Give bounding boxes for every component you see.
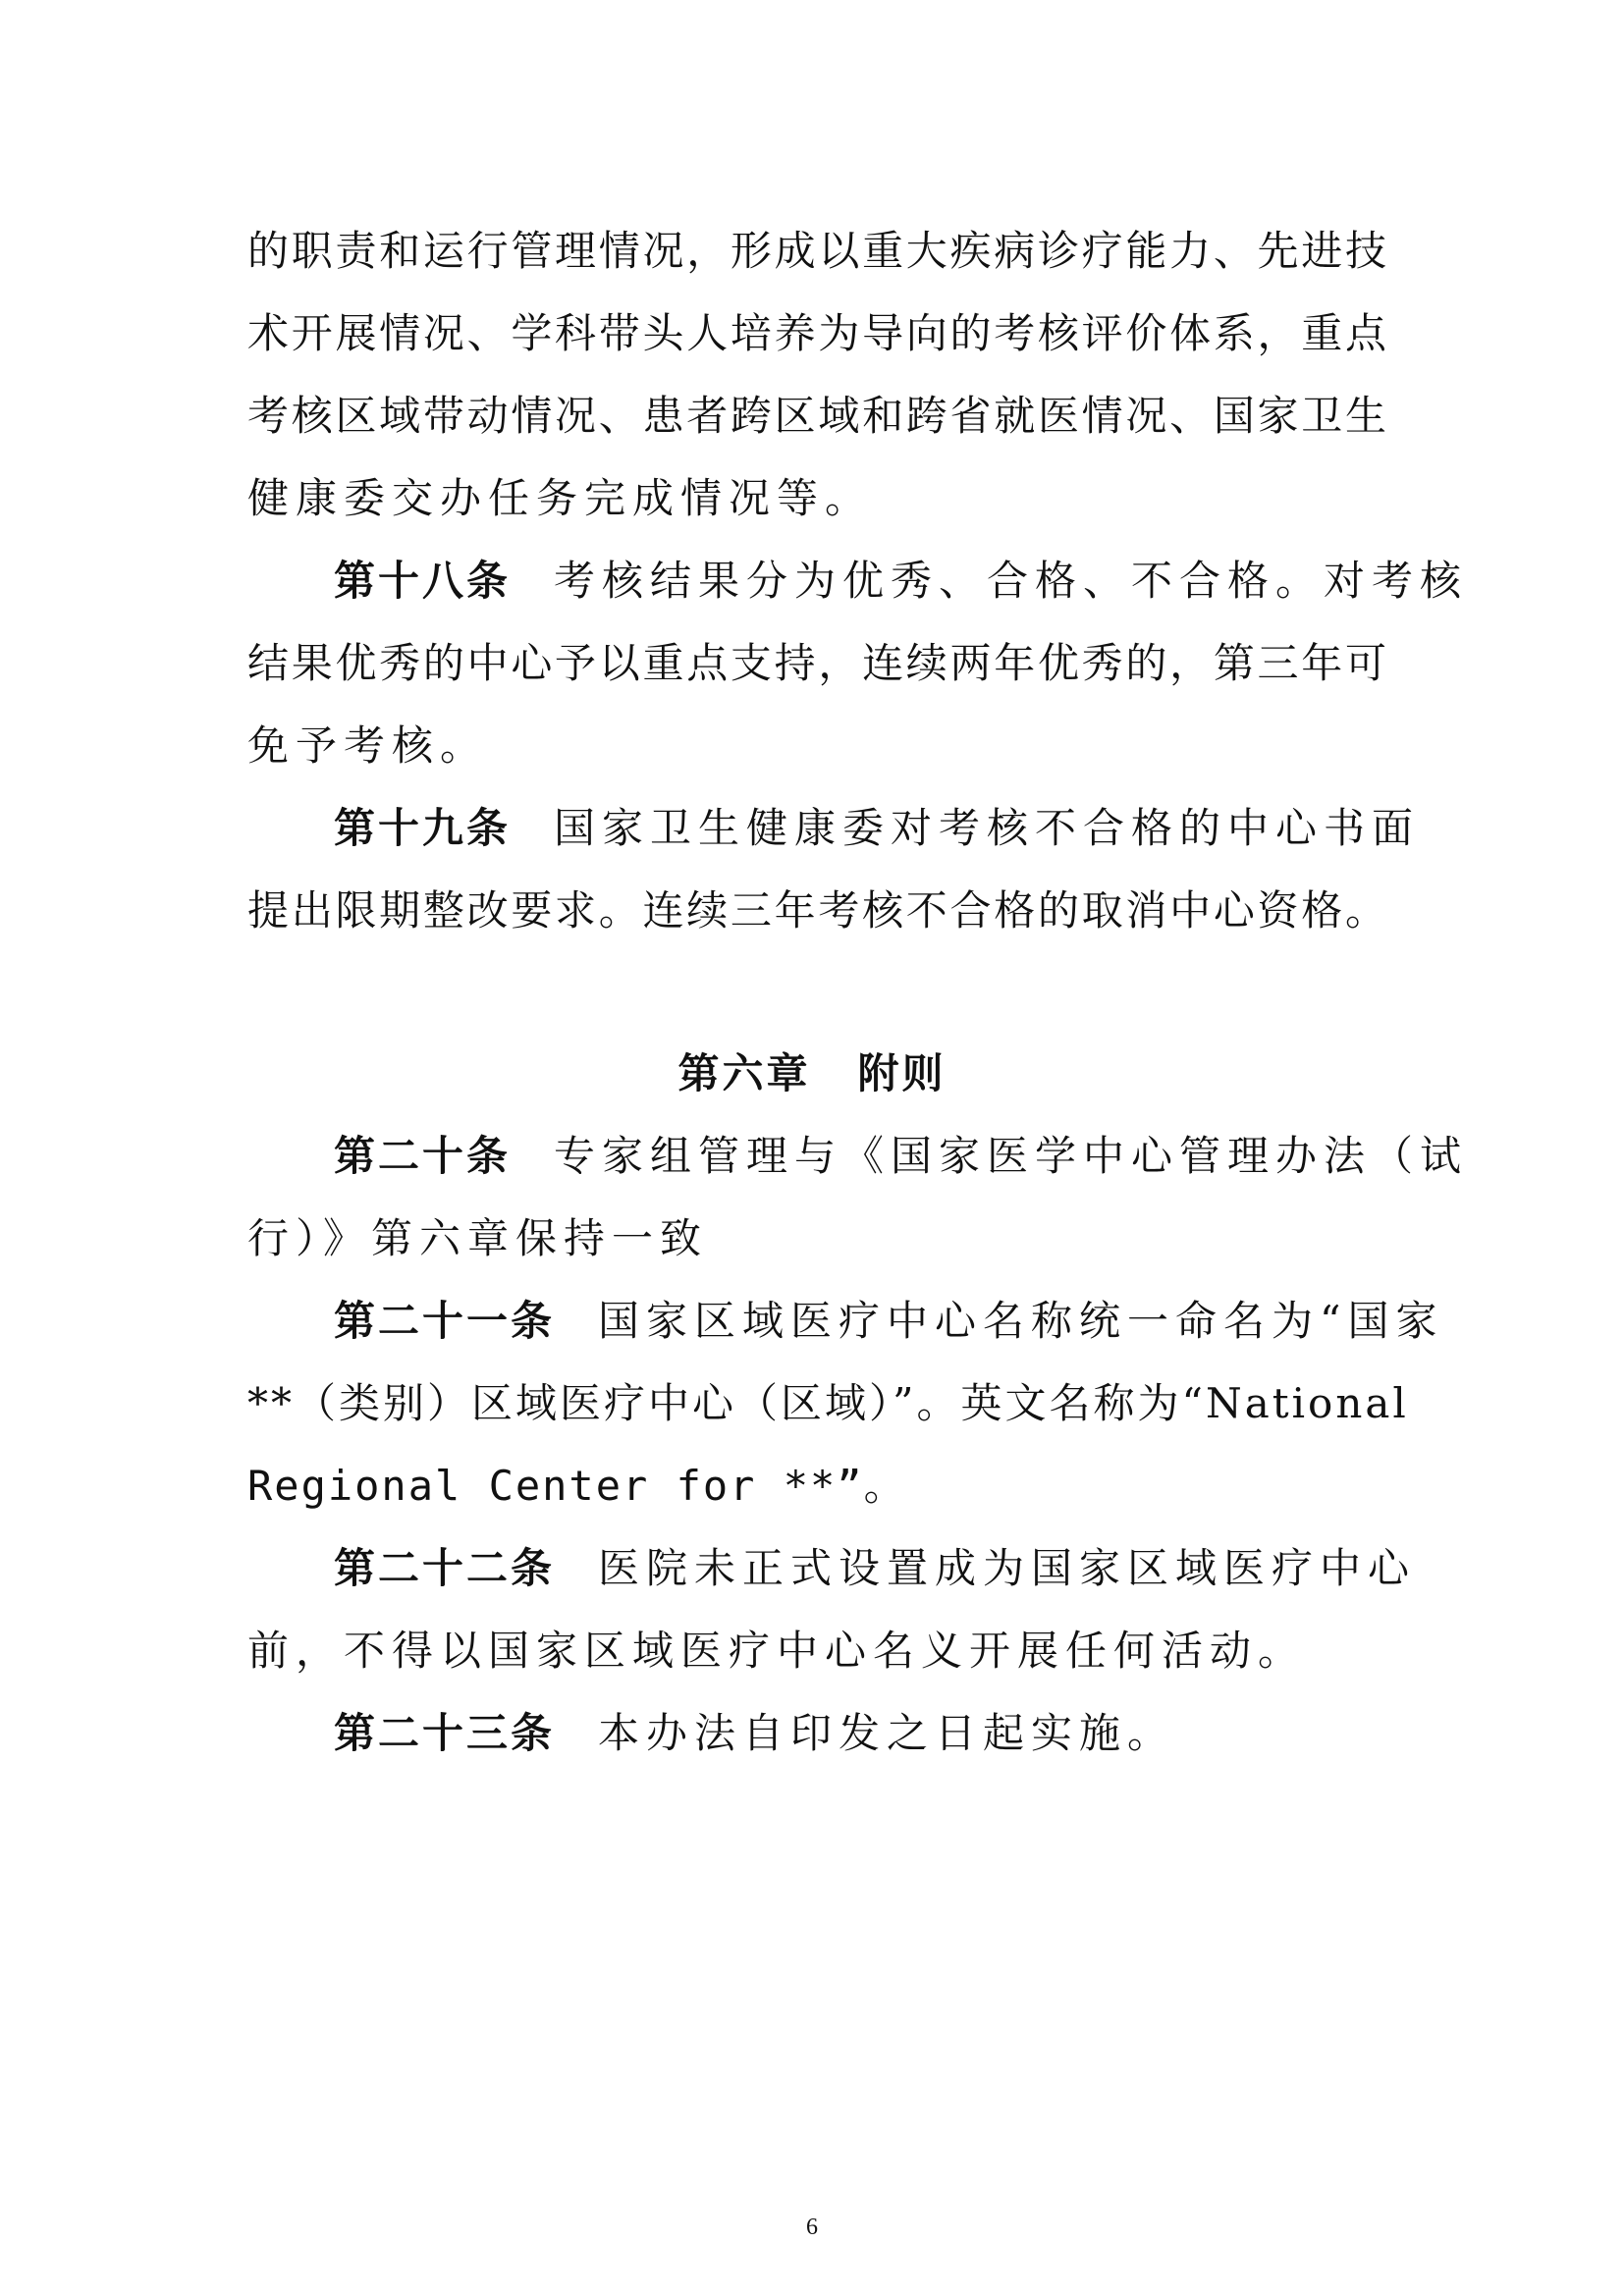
article-22-text: 医院未正式设置成为国家区域医疗中心 (598, 1544, 1417, 1592)
chapter-number: 第六章 (677, 1049, 811, 1097)
paragraph-line: 行）》第六章保持一致 (247, 1214, 709, 1262)
article-20-text: 专家组管理与《国家医学中心管理办法（试 (554, 1132, 1469, 1180)
article-18-first-line (334, 552, 1469, 611)
article-21-text: 国家区域医疗中心名称统一命名为“国家 (598, 1297, 1444, 1345)
paragraph-line: 健康委交办任务完成情况等。 (247, 474, 874, 522)
article-19-text: 国家卫生健康委对考核不合格的中心书面 (554, 804, 1421, 852)
paragraph-line: 结果优秀的中心予以重点支持，连续两年优秀的，第三年可 (247, 639, 1386, 687)
paragraph-line: 考核区域带动情况、患者跨区域和跨省就医情况、国家卫生 (247, 392, 1386, 440)
article-22-first-line (334, 1539, 1417, 1598)
paragraph-line: 的职责和运行管理情况，形成以重大疾病诊疗能力、先进技 (247, 227, 1386, 275)
chapter-heading (0, 1044, 1624, 1103)
article-23-first-line (334, 1704, 1386, 1763)
article-20-label: 第二十条 (334, 1132, 512, 1180)
article-21-label: 第二十一条 (334, 1297, 556, 1345)
article-22-label: 第二十二条 (334, 1544, 556, 1592)
chapter-title: 附则 (857, 1049, 947, 1097)
article-19-label: 第十九条 (334, 804, 512, 852)
article-18-label: 第十八条 (334, 557, 512, 605)
paragraph-line: **（类别）区域医疗中心（区域）”。英文名称为“National (247, 1379, 1409, 1427)
article-19-first-line (334, 799, 1421, 858)
article-20-first-line (334, 1127, 1469, 1186)
page-number: 6 (806, 2215, 818, 2240)
paragraph-line: Regional Center for **”。 (247, 1462, 907, 1510)
paragraph-line: 术开展情况、学科带头人培养为导向的考核评价体系，重点 (247, 309, 1386, 357)
article-21-first-line (334, 1292, 1444, 1351)
paragraph-line: 免予考核。 (247, 721, 489, 770)
paragraph-line: 提出限期整改要求。连续三年考核不合格的取消中心资格。 (247, 886, 1386, 934)
article-18-text: 考核结果分为优秀、合格、不合格。对考核 (554, 557, 1469, 605)
paragraph-line: 前，不得以国家区域医疗中心名义开展任何活动。 (247, 1627, 1307, 1675)
article-23-text: 本办法自印发之日起实施。 (598, 1709, 1176, 1757)
article-23-label: 第二十三条 (334, 1709, 556, 1757)
